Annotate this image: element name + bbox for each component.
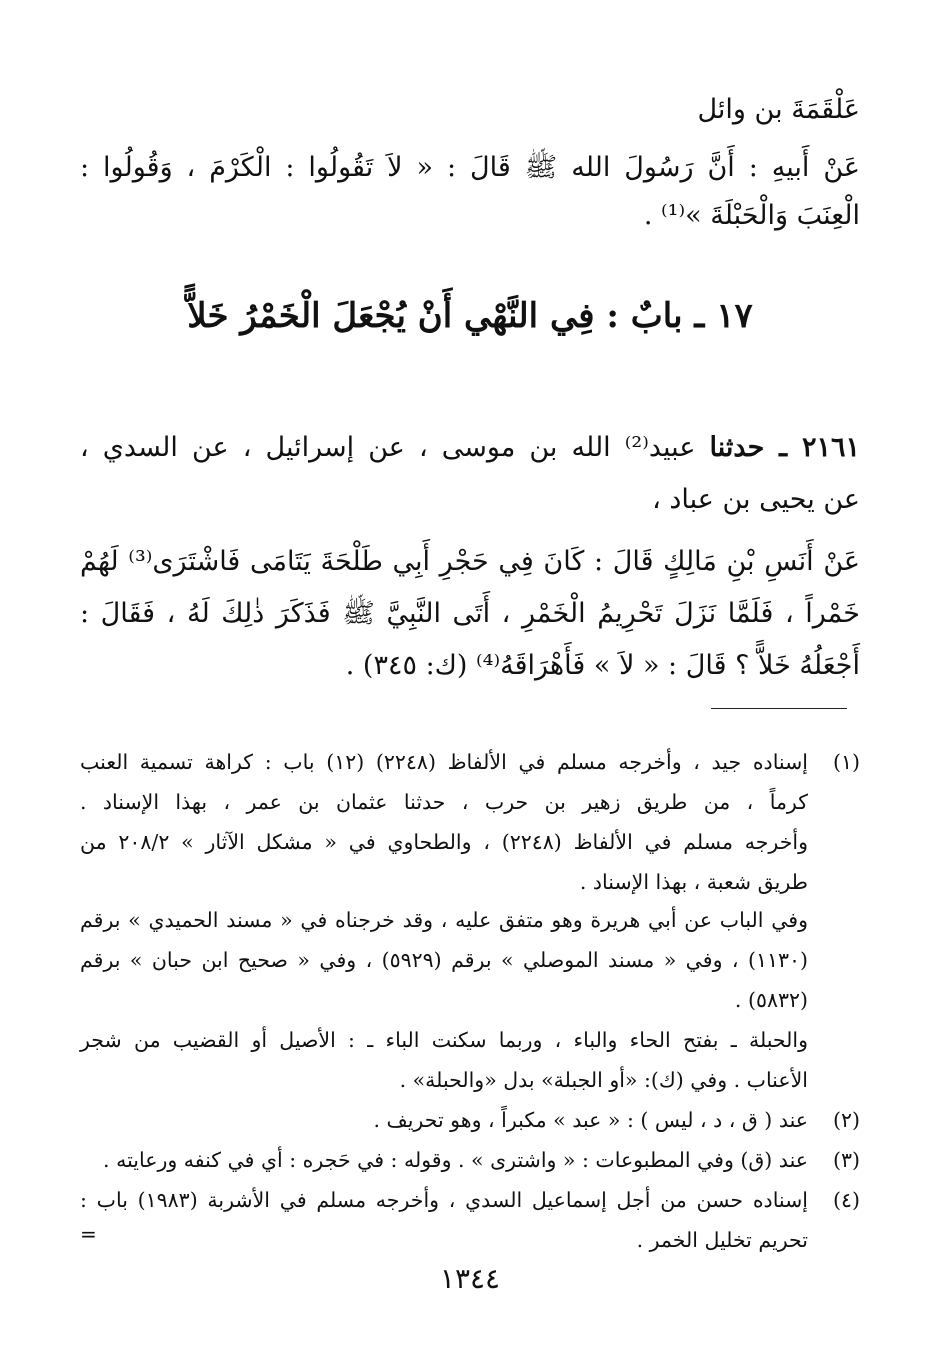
hadith-number: ٢١٦١ ـ حدثنا: [709, 432, 860, 463]
footnote-line: عند ( ق ، د ، ليس ) : « عبد » مكبراً ، وهو تحريف .: [373, 1108, 808, 1132]
footnote-number: (٢): [832, 1108, 860, 1132]
footnote-line: الأعناب . وفي (ك): «أو الجبلة» بدل «والحبلة» .: [399, 1068, 808, 1092]
footnote-line: إسناده حسن من أجل إسماعيل السدي ، وأخرجه مسلم في الأشربة (١٩٨٣) باب :: [80, 1188, 808, 1212]
page-number: ١٣٤٤: [439, 1262, 501, 1295]
hadith-isnad-text: عبيد⁽²⁾ الله بن موسى ، عن إسرائيل ، عن السدي ،: [80, 432, 696, 463]
footnote-line: إسناده جيد ، وأخرجه مسلم في الألفاظ (٢٢٤٨) (١٢) باب : كراهة تسمية العنب: [80, 750, 808, 774]
footnote-line: تحريم تخليل الخمر .: [636, 1228, 808, 1252]
footnote-line: وفي الباب عن أبي هريرة وهو متفق عليه ، وقد خرجناه في « مسند الحميدي » برقم: [80, 908, 808, 932]
chapter-heading: ١٧ ـ بابٌ : فِي النَّهْي أَنْ يُجْعَلَ الْخَمْرُ خَلاًّ: [187, 296, 753, 336]
footnote-line: كرماً ، من طريق زهير بن حرب ، حدثنا عثمان بن عمر ، بهذا الإسناد .: [80, 790, 808, 814]
footnote-line: عند (ق) وفي المطبوعات : « واشترى » . وقوله : في حَجره : أي في كنفه ورعايته .: [103, 1148, 808, 1172]
footnote-separator: [711, 708, 847, 709]
hadith-matn-line-3: أَجْعَلُهُ خَلاًّ ؟ قَالَ : « لاَ » فَأَهْرَاقَهُ⁽⁴⁾ (ك: ٣٤٥) .: [345, 650, 860, 681]
footnote-line: (٥٨٣٢) .: [734, 988, 808, 1012]
footnote-line: (١١٣٠) ، وفي « مسند الموصلي » برقم (٥٩٢٩) ، وفي « صحيح ابن حبان » برقم: [80, 948, 808, 972]
hadith-isnad-line-2: عن يحيى بن عباد ،: [652, 484, 860, 515]
footnote-number: (٤): [832, 1188, 860, 1212]
footnote-number: (١): [832, 750, 860, 774]
hadith-isnad-line-1: [80, 428, 860, 468]
hadith-matn-line-1: عَنْ أَنَسِ بْنِ مَالِكٍ قَالَ : كَانَ فِي حَجْرِ أَبِي طَلْحَةَ يَتَامَى فَاشْتَرَى⁽³⁾ لَهُمْ: [80, 546, 860, 577]
footnote-number: (٣): [832, 1148, 860, 1172]
hadith-matn-line-2: خَمْراً ، فَلَمَّا نَزَلَ تَحْرِيمُ الْخَمْرِ ، أَتَى النَّبِيَّ ﷺ فَذَكَرَ ذٰلِكَ لَهُ ، فَقَالَ :: [80, 598, 860, 629]
footnote-line: طريق شعبة ، بهذا الإسناد .: [579, 870, 808, 894]
footnote-line: وأخرجه مسلم في الألفاظ (٢٢٤٨) ، والطحاوي في « مشكل الآثار » ٢٠٨/٢ من: [80, 830, 808, 854]
hadith-prev-line-2: الْعِنَبَ وَالْحَبْلَةَ »⁽¹⁾ .: [643, 200, 860, 231]
footnote-line: والحبلة ـ بفتح الحاء والباء ، وربما سكنت الباء ـ : الأصيل أو القضيب من شجر: [80, 1028, 808, 1052]
hadith-prev-line-1: عَنْ أَبيهِ : أَنَّ رَسُولَ الله ﷺ قَالَ : « لاَ تَقُولُوا : الْكَرْمَ ، وَقُولُوا :: [80, 152, 860, 183]
continuation-mark: =: [80, 1222, 97, 1246]
narrator-chain-end: عَلْقَمَةَ بن وائل: [697, 94, 860, 125]
